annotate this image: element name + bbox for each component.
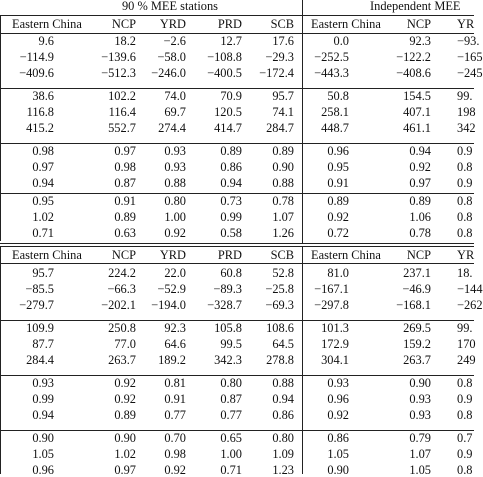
table-cell: 0.97 [114, 463, 136, 477]
table-cell: 0.89 [272, 144, 294, 158]
table-cell: 0.80 [220, 376, 242, 390]
table-cell: −400.5 [207, 66, 242, 80]
table-cell: −262 [457, 298, 483, 312]
table-cell: 99. [457, 89, 473, 103]
table-cell: 0.89 [327, 194, 349, 208]
table-cell: −66.3 [107, 282, 136, 296]
table-cell: 0.89 [220, 144, 242, 158]
table-cell: 74.1 [272, 105, 294, 119]
table-cell: −122.2 [396, 50, 431, 64]
table-cell: 99.5 [220, 337, 242, 351]
table-cell: 1.07 [409, 447, 431, 461]
table-cell: 101.3 [321, 321, 349, 335]
col-header-eastern-china: Eastern China [12, 17, 82, 31]
table-cell: 1.05 [32, 447, 54, 461]
table-cell: 249 [457, 353, 476, 367]
table-cell: 284.7 [266, 121, 294, 135]
table-cell: 108.6 [266, 321, 294, 335]
table-cell: 0.93 [409, 408, 431, 422]
table-cell: −144 [457, 282, 483, 296]
table-cell: 0.80 [164, 194, 186, 208]
table-cell: −93. [457, 34, 480, 48]
table-cell: 154.5 [403, 89, 431, 103]
table-cell: 0.78 [272, 194, 294, 208]
table-cell: 77.0 [114, 337, 136, 351]
col-header-prd: PRD [217, 17, 242, 31]
table-cell: −408.6 [396, 66, 431, 80]
table-cell: 0.94 [32, 176, 54, 190]
table-cell: 0.90 [272, 160, 294, 174]
table-cell: 1.09 [272, 447, 294, 461]
table-cell: 0.92 [164, 226, 186, 240]
table-cell: 0.65 [220, 431, 242, 445]
table-cell: −409.6 [19, 66, 54, 80]
table-cell: 0.73 [220, 194, 242, 208]
table-cell: 0.86 [272, 408, 294, 422]
table-cell: 1.00 [164, 210, 186, 224]
table-cell: 38.6 [32, 89, 54, 103]
table-cell: 9.6 [38, 34, 54, 48]
table-rule [0, 263, 474, 264]
table-cell: 258.1 [321, 105, 349, 119]
table-cell: 0.98 [164, 447, 186, 461]
table-cell: 1.07 [272, 210, 294, 224]
table-cell: 0.90 [32, 431, 54, 445]
table-cell: 1.02 [114, 447, 136, 461]
table-cell: 0.87 [220, 392, 242, 406]
table-cell: 0.97 [114, 144, 136, 158]
table-cell: −29.3 [265, 50, 294, 64]
table-cell: 0.97 [409, 176, 431, 190]
table-cell: −52.9 [157, 282, 186, 296]
table-cell: 0.89 [409, 194, 431, 208]
table-cell: 1.23 [272, 463, 294, 477]
table-cell: 99. [457, 321, 473, 335]
table-cell: −2.6 [163, 34, 186, 48]
table-cell: 0.89 [114, 408, 136, 422]
table-rule [0, 246, 1, 474]
table-cell: 0.92 [327, 408, 349, 422]
table-cell: −246.0 [151, 66, 186, 80]
table-cell: 0.78 [409, 226, 431, 240]
table-cell: 407.1 [403, 105, 431, 119]
table-cell: 0.99 [220, 210, 242, 224]
table-cell: 0.79 [409, 431, 431, 445]
table-cell: 0.8 [457, 194, 473, 208]
table-cell: −279.7 [19, 298, 54, 312]
table-cell: 109.9 [26, 321, 54, 335]
table-cell: 0.90 [114, 431, 136, 445]
table-cell: 120.5 [214, 105, 242, 119]
table-cell: 74.0 [164, 89, 186, 103]
table-cell: 263.7 [403, 353, 431, 367]
col-header-ind-yrd: YR [457, 248, 475, 262]
table-cell: 1.05 [409, 463, 431, 477]
table-cell: −108.8 [207, 50, 242, 64]
table-cell: 0.8 [457, 210, 473, 224]
table-cell: 0.9 [457, 144, 473, 158]
table-cell: 0.7 [457, 431, 473, 445]
table-cell: −172.4 [259, 66, 294, 80]
table-cell: 116.4 [108, 105, 136, 119]
table-cell: 52.8 [272, 266, 294, 280]
table-cell: 0.97 [32, 160, 54, 174]
table-cell: 0.8 [457, 376, 473, 390]
table-cell: 70.9 [220, 89, 242, 103]
table-cell: 1.06 [409, 210, 431, 224]
col-header-prd: PRD [217, 248, 242, 262]
table-cell: 0.89 [114, 210, 136, 224]
table-cell: 198 [457, 105, 476, 119]
table-cell: 95.7 [32, 266, 54, 280]
table-cell: 0.99 [32, 392, 54, 406]
table-cell: 189.2 [158, 353, 186, 367]
table-cell: 159.2 [403, 337, 431, 351]
table-cell: −245 [457, 66, 483, 80]
table-rule [0, 375, 474, 376]
table-cell: −252.5 [314, 50, 349, 64]
table-cell: 415.2 [26, 121, 54, 135]
table-cell: 0.86 [220, 160, 242, 174]
table-cell: 284.4 [26, 353, 54, 367]
table-cell: −25.8 [265, 282, 294, 296]
table-cell: 0.96 [327, 392, 349, 406]
table-cell: 0.92 [114, 376, 136, 390]
table-cell: 64.6 [164, 337, 186, 351]
table-cell: 0.91 [164, 392, 186, 406]
table-cell: 0.93 [164, 144, 186, 158]
table-cell: −168.1 [396, 298, 431, 312]
table-cell: −202.1 [101, 298, 136, 312]
table-cell: 64.5 [272, 337, 294, 351]
table-rule [0, 320, 474, 321]
table-cell: 0.90 [327, 463, 349, 477]
table-cell: −89.3 [213, 282, 242, 296]
table-cell: 0.94 [409, 144, 431, 158]
table-cell: 0.95 [327, 160, 349, 174]
table-cell: 1.05 [327, 447, 349, 461]
col-header-ind-ncp: NCP [406, 17, 431, 31]
table-cell: −58.0 [157, 50, 186, 64]
table-cell: 250.8 [108, 321, 136, 335]
table-cell: 0.8 [457, 408, 473, 422]
table-cell: 0.90 [409, 376, 431, 390]
table-cell: 0.70 [164, 431, 186, 445]
table-rule [0, 33, 474, 34]
table-cell: 269.5 [403, 321, 431, 335]
table-rule [0, 15, 474, 16]
table-cell: 0.77 [220, 408, 242, 422]
table-cell: −297.8 [314, 298, 349, 312]
col-header-ind-eastern-china: Eastern China [311, 17, 381, 31]
table-cell: 0.93 [409, 392, 431, 406]
table-cell: −167.1 [314, 282, 349, 296]
table-cell: −443.3 [314, 66, 349, 80]
table-cell: 0.71 [32, 226, 54, 240]
table-rule [302, 246, 303, 474]
table-cell: 87.7 [32, 337, 54, 351]
table-cell: 22.0 [164, 266, 186, 280]
table-cell: 170 [457, 337, 476, 351]
table-rule [0, 143, 474, 144]
table-cell: 237.1 [403, 266, 431, 280]
table-cell: −46.9 [402, 282, 431, 296]
table-cell: 0.72 [327, 226, 349, 240]
table-cell: 0.98 [114, 160, 136, 174]
table-rule [0, 15, 1, 241]
table-cell: 1.00 [220, 447, 242, 461]
table-cell: 461.1 [403, 121, 431, 135]
table-cell: −512.3 [101, 66, 136, 80]
table-cell: 1.02 [32, 210, 54, 224]
table-cell: 12.7 [220, 34, 242, 48]
table-cell: 116.8 [26, 105, 54, 119]
table-cell: −139.6 [101, 50, 136, 64]
table-cell: 0.98 [32, 144, 54, 158]
table-cell: 0.94 [32, 408, 54, 422]
table-cell: −194.0 [151, 298, 186, 312]
table-cell: −328.7 [207, 298, 242, 312]
table-cell: 0.92 [164, 463, 186, 477]
table-cell: 342.3 [214, 353, 242, 367]
group-header-mee: 90 % MEE stations [121, 0, 219, 13]
col-header-ncp: NCP [111, 248, 136, 262]
table-rule [0, 246, 474, 247]
table-rule [302, 0, 303, 243]
table-cell: 95.7 [272, 89, 294, 103]
col-header-eastern-china: Eastern China [12, 248, 82, 262]
col-header-scb: SCB [270, 248, 294, 262]
table-cell: 342 [457, 121, 476, 135]
table-cell: 448.7 [321, 121, 349, 135]
col-header-yrd: YRD [159, 248, 186, 262]
table-cell: 60.8 [220, 266, 242, 280]
table-rule [0, 193, 474, 194]
table-cell: 0.86 [327, 431, 349, 445]
table-cell: 18. [457, 266, 473, 280]
group-header-independent: Independent MEE [370, 0, 461, 13]
table-cell: 263.7 [108, 353, 136, 367]
table-cell: 278.8 [266, 353, 294, 367]
table-cell: 0.88 [272, 376, 294, 390]
table-cell: 17.6 [272, 34, 294, 48]
table-cell: 0.81 [164, 376, 186, 390]
table-cell: 304.1 [321, 353, 349, 367]
col-header-ind-yrd: YR [457, 17, 475, 31]
table-cell: 0.9 [457, 392, 473, 406]
table-cell: 0.0 [333, 34, 349, 48]
table-cell: 0.88 [164, 176, 186, 190]
table-cell: 274.4 [158, 121, 186, 135]
table-cell: 81.0 [327, 266, 349, 280]
table-cell: 0.8 [457, 463, 473, 477]
table-rule [0, 88, 474, 89]
col-header-ind-ncp: NCP [406, 248, 431, 262]
table-cell: 1.26 [272, 226, 294, 240]
table-cell: 0.91 [114, 194, 136, 208]
table-cell: 105.8 [214, 321, 242, 335]
col-header-ncp: NCP [111, 17, 136, 31]
table-cell: 0.96 [32, 463, 54, 477]
table-cell: −69.3 [265, 298, 294, 312]
table-cell: 0.77 [164, 408, 186, 422]
table-rule [0, 430, 474, 431]
table-cell: 0.92 [327, 210, 349, 224]
table-cell: 0.96 [327, 144, 349, 158]
table-cell: −165 [457, 50, 483, 64]
table-cell: 0.93 [327, 376, 349, 390]
table-cell: 0.9 [457, 447, 473, 461]
table-cell: 414.7 [214, 121, 242, 135]
table-cell: 92.3 [409, 34, 431, 48]
table-cell: 0.94 [272, 392, 294, 406]
table-cell: 0.80 [272, 431, 294, 445]
table-cell: 0.91 [327, 176, 349, 190]
table-cell: 0.58 [220, 226, 242, 240]
table-cell: 69.7 [164, 105, 186, 119]
col-header-scb: SCB [270, 17, 294, 31]
table-cell: 92.3 [164, 321, 186, 335]
table-cell: 0.88 [272, 176, 294, 190]
table-cell: 0.94 [220, 176, 242, 190]
table-cell: 0.87 [114, 176, 136, 190]
table-rule [0, 243, 474, 244]
table-cell: 0.63 [114, 226, 136, 240]
table-cell: 0.95 [32, 194, 54, 208]
table-cell: 224.2 [108, 266, 136, 280]
table-cell: −114.9 [19, 50, 54, 64]
col-header-ind-eastern-china: Eastern China [311, 248, 381, 262]
table-cell: 0.9 [457, 176, 473, 190]
table-cell: 0.92 [409, 160, 431, 174]
table-cell: 0.8 [457, 226, 473, 240]
table-cell: −85.5 [25, 282, 54, 296]
table-cell: 50.8 [327, 89, 349, 103]
table-cell: 0.93 [164, 160, 186, 174]
table-cell: 18.2 [114, 34, 136, 48]
table-cell: 552.7 [108, 121, 136, 135]
col-header-yrd: YRD [159, 17, 186, 31]
table-cell: 0.92 [114, 392, 136, 406]
table-cell: 0.93 [32, 376, 54, 390]
table-cell: 0.8 [457, 160, 473, 174]
table-cell: 172.9 [321, 337, 349, 351]
table-cell: 102.2 [108, 89, 136, 103]
table-cell: 0.71 [220, 463, 242, 477]
